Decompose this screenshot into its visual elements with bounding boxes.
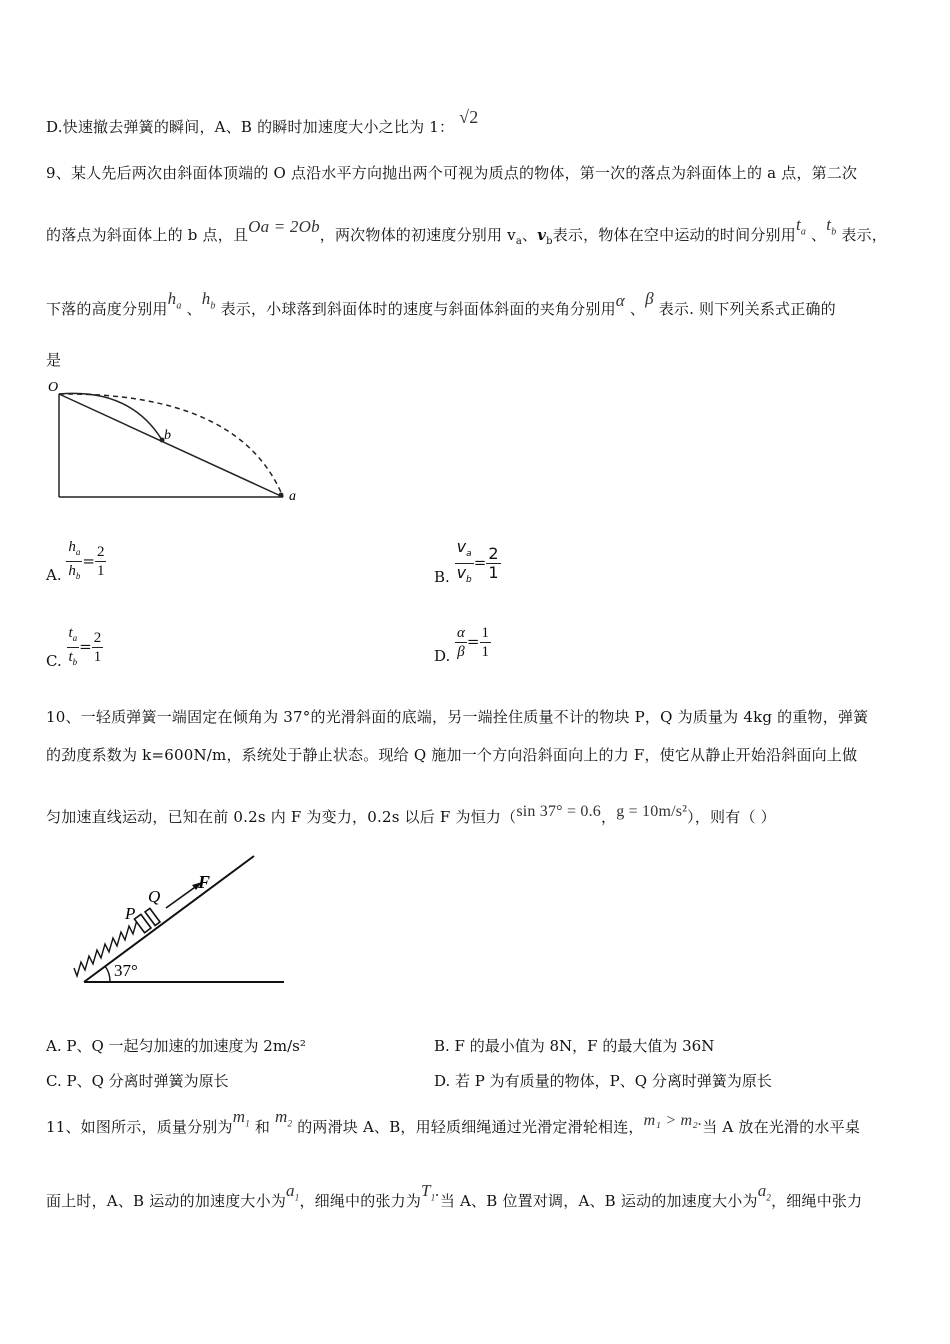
q11-line2-text-a: 面上时，A、B 运动的加速度大小为 xyxy=(46,1192,287,1210)
q9-option-d-rhs-num: 1 xyxy=(481,625,489,641)
q10-figure-angle-label: 37° xyxy=(114,961,138,980)
q10-figure-incline xyxy=(84,856,254,982)
q11-line2-text-c: 当 A、B 位置对调，A、B 运动的加速度大小为 xyxy=(439,1192,758,1210)
q9-option-d-num: α xyxy=(457,625,465,641)
q9-option-b[interactable]: B. $\frac{v_a}{v_b}$ = $\frac{2}{1}$ xyxy=(434,537,499,586)
q9-line1: 9、某人先后两次由斜面体顶端的 O 点沿水平方向抛出两个可视为质点的物体，第一次的落点为斜面体上的 a 点，第二次 xyxy=(46,164,858,182)
q9-line3-text-a: 下落的高度分别用 xyxy=(46,300,168,318)
q9-option-b-rhs-num: 2 xyxy=(488,544,499,564)
q10-line3-text-b: ），则有（ ） xyxy=(687,808,776,826)
q9-figure-point-a xyxy=(279,493,284,498)
q9-option-d-rhs-den: 1 xyxy=(481,644,489,660)
q10-figure-label-f: F xyxy=(198,872,211,892)
q9-option-a-prefix: A. xyxy=(46,565,62,584)
q11-line1-text-c: 的两滑块 A、B，用轻质细绳通过光滑定滑轮相连， xyxy=(297,1118,644,1136)
q11-line1-text-a: 11、如图所示，质量分别为 xyxy=(46,1118,233,1136)
q9-option-a-rhs-num: 2 xyxy=(96,544,105,560)
q10-option-a[interactable]: A. P、Q 一起匀加速的加速度为 2m/s² xyxy=(46,1037,306,1055)
q9-option-d-den: β xyxy=(457,644,465,660)
q9-figure-label-a: a xyxy=(289,489,296,504)
q9-option-c[interactable]: C. $\frac{t_a}{t_b}$ = $\frac{2}{1}$ xyxy=(46,625,102,670)
q9-line2-text-a: 的落点为斜面体上的 b 点，且 xyxy=(46,226,249,244)
q10-figure-label-q: Q xyxy=(148,887,161,906)
q8-option-d xyxy=(46,107,479,137)
q10-option-d[interactable]: D. 若 P 为有质量的物体，P、Q 分离时弹簧为原长 xyxy=(434,1072,772,1090)
q8-option-d-text: D.快速撤去弹簧的瞬间，A、B 的瞬时加速度大小之比为 1： xyxy=(46,118,455,136)
q11-line1: 11、如图所示，质量分别为$m_1$ 和 $m_2$ 的两滑块 A、B，用轻质细绳通过光滑定滑轮相连，m₁ > m₂.当 A 放在光滑的水平桌 xyxy=(46,1107,861,1136)
q11-line1-text-d: 当 A 放在光滑的水平桌 xyxy=(702,1118,861,1136)
q10-option-c[interactable]: C. P、Q 分离时弹簧为原长 xyxy=(46,1072,229,1090)
q10-line1: 10、一轻质弹簧一端固定在倾角为 37°的光滑斜面的底端，另一端拴住质量不计的物块 P，Q 为质量为 4kg 的重物，弹簧 xyxy=(46,708,869,726)
q9-figure-slope xyxy=(59,394,283,497)
q9-option-d-prefix: D. xyxy=(434,646,451,665)
q10-line2: 的劲度系数为 k=600N/m，系统处于静止状态。现给 Q 施加一个方向沿斜面向上的力 F，使它从静止开始沿斜面向上做 xyxy=(46,746,858,764)
q10-figure-force-arrow xyxy=(166,885,198,908)
q10-line3-math2: g = 10m/s² xyxy=(616,803,688,820)
q9-option-c-rhs-den: 1 xyxy=(93,649,102,665)
q10-line3: 匀加速直线运动，已知在前 0.2s 内 F 为变力，0.2s 以后 F 为恒力（sin 37° = 0.6，g = 10m/s²），则有（ ） xyxy=(46,803,776,826)
q10-line3-math1: sin 37° = 0.6 xyxy=(516,803,602,820)
q11-line1-math: m₁ > m₂. xyxy=(643,1112,703,1129)
q11-line2-text-d: ，细绳中张力 xyxy=(771,1192,863,1210)
q9-line2-text-b: ，两次物体的初速度分别用 v xyxy=(319,226,516,244)
q11-line1-text-b: 和 xyxy=(254,1118,271,1136)
q9-line3-text-c: 表示. 则下列关系式正确的 xyxy=(658,300,836,318)
q9-line2-text-c: 表示，物体在空中运动的时间分别用 xyxy=(552,226,796,244)
q9-option-d[interactable]: D. $\frac{\alpha}{\beta}$ = $\frac{1}{1}$ xyxy=(434,625,489,665)
q9-line3-text-b: 表示，小球落到斜面体时的速度与斜面体斜面的夹角分别用 xyxy=(220,300,616,318)
q9-line4: 是 xyxy=(46,351,62,369)
q10-figure-label-p: P xyxy=(125,904,136,923)
q11-line2-text-b: ，细绳中的张力为 xyxy=(299,1192,422,1210)
q9-line3: 下落的高度分别用$h_a$ 、$h_b$ 表示，小球落到斜面体时的速度与斜面体斜面的夹角分别用α 、β 表示. 则下列关系式正确的 xyxy=(46,289,836,318)
q9-figure-label-b: b xyxy=(164,428,171,443)
q9-figure xyxy=(40,374,310,509)
q9-option-c-rhs-num: 2 xyxy=(93,630,102,646)
q9-figure-label-o: O xyxy=(48,380,59,395)
q10-figure xyxy=(66,848,296,993)
q8-option-d-math: √2 xyxy=(459,107,479,127)
q9-option-b-rhs-den: 1 xyxy=(488,563,499,583)
q9-option-c-prefix: C. xyxy=(46,651,62,670)
q9-line2-math: Oa = 2Ob xyxy=(248,217,320,236)
q11-line2: 面上时，A、B 运动的加速度大小为$a_1$，细绳中的张力为$T_1$.当 A、B 位置对调，A、B 运动的加速度大小为$a_2$，细绳中张力 xyxy=(46,1181,863,1210)
q10-line3-text-a: 匀加速直线运动，已知在前 0.2s 内 F 为变力，0.2s 以后 F 为恒力（ xyxy=(46,808,517,826)
q9-option-a-rhs-den: 1 xyxy=(96,563,105,579)
q9-option-a[interactable]: A. $\frac{h_a}{h_b}$ = $\frac{2}{1}$ xyxy=(46,539,105,584)
q9-line2-text-d: 表示， xyxy=(841,226,887,244)
q10-figure-angle-arc xyxy=(105,966,110,982)
q9-option-b-prefix: B. xyxy=(434,567,450,586)
q9-line2: 的落点为斜面体上的 b 点，且Oa = 2Ob，两次物体的初速度分别用 $v_a$、$v_b$表示，物体在空中运动的时间分别用$t_a$ 、$t_b$ 表示， xyxy=(46,215,887,247)
q10-option-b[interactable]: B. F 的最小值为 8N，F 的最大值为 36N xyxy=(434,1037,715,1055)
